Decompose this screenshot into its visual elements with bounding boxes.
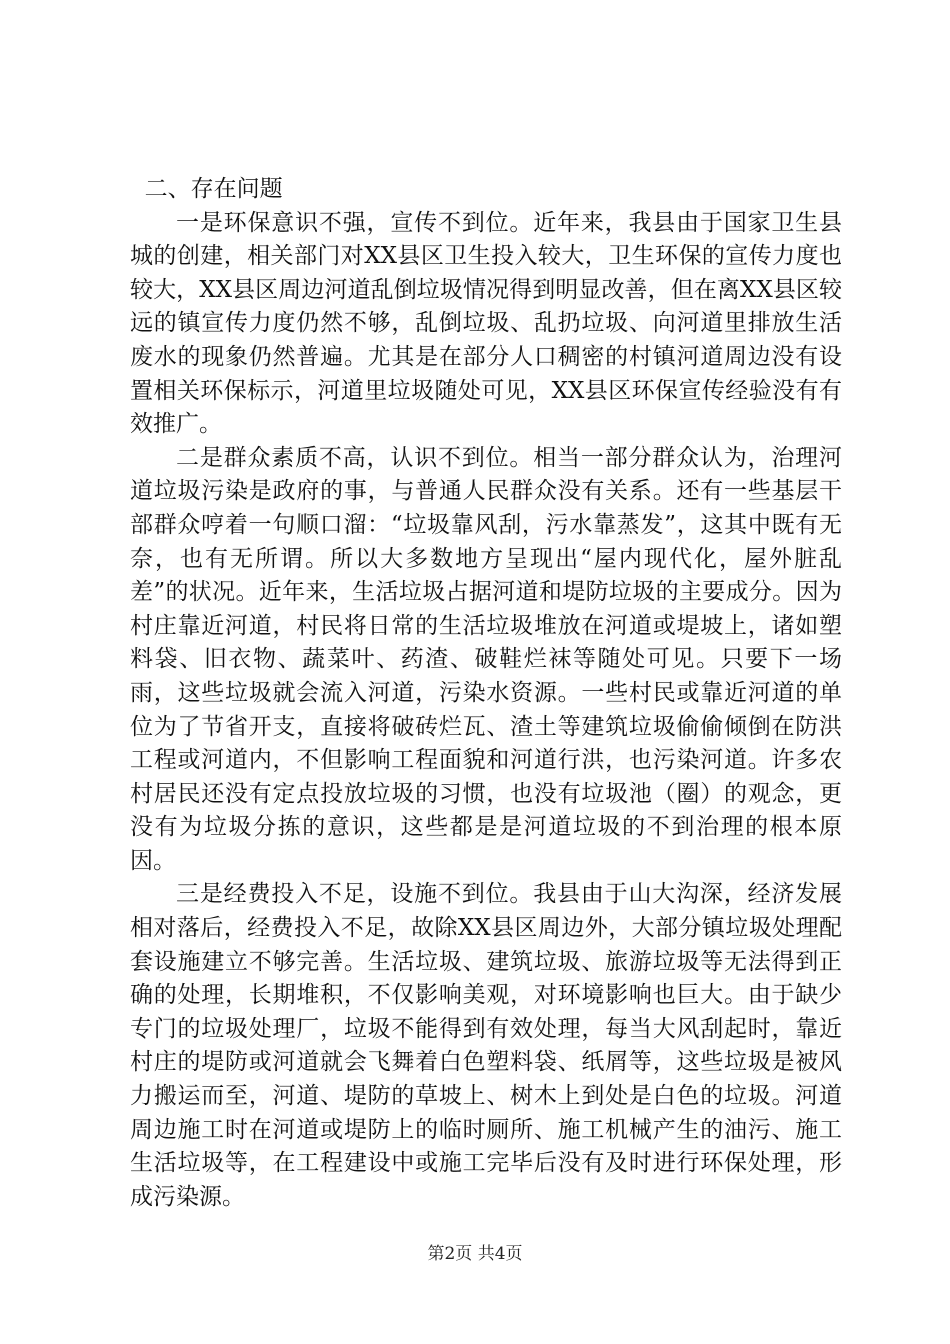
page-number-footer: 第2页 共4页	[427, 1244, 523, 1264]
document-body	[130, 173, 842, 1214]
section-heading: 二、存在问题	[130, 176, 283, 202]
paragraph-environmental-awareness: 一是环保意识不强，宣传不到位。近年来，我县由于国家卫生县城的创建，相关部门对XX县区卫生投入较大，卫生环保的宣传力度也较大，XX县区周边河道乱倒垃圾情况得到明显改善，但在离XX县区较远的镇宣传力度仍然不够，乱倒垃圾、乱扔垃圾、向河道里排放生活废水的现象仍然普遍。尤其是在部分人口稠密的村镇河道周边没有设置相关环保标示，河道里垃圾随处可见，XX县区环保宣传经验没有有效推广。	[130, 209, 842, 438]
paragraph-funding-facilities: 三是经费投入不足，设施不到位。我县由于山大沟深，经济发展相对落后，经费投入不足，故除XX县区周边外，大部分镇垃圾处理配套设施建立不够完善。生活垃圾、建筑垃圾、旅游垃圾等无法得到正确的处理，长期堆积，不仅影响美观，对环境影响也巨大。由于缺少专门的垃圾处理厂，垃圾不能得到有效处理，每当大风刮起时，靠近村庄的堤防或河道就会飞舞着白色塑料袋、纸屑等，这些垃圾是被风力搬运而至，河道、堤防的草坡上、树木上到处是白色的垃圾。河道周边施工时在河道或堤防上的临时厕所、施工机械产生的油污、施工生活垃圾等，在工程建设中或施工完毕后没有及时进行环保处理，形成污染源。	[130, 881, 842, 1210]
paragraph-public-awareness: 二是群众素质不高，认识不到位。相当一部分群众认为，治理河道垃圾污染是政府的事，与普通人民群众没有关系。还有一些基层干部群众哼着一句顺口溜：“垃圾靠风刮，污水靠蒸发”，这其中既有无奈，也有无所谓。所以大多数地方呈现出“屋内现代化，屋外脏乱差”的状况。近年来，生活垃圾占据河道和堤防垃圾的主要成分。因为村庄靠近河道，村民将日常的生活垃圾堆放在河道或堤坡上，诸如塑料袋、旧衣物、蔬菜叶、药渣、破鞋烂袜等随处可见。只要下一场雨，这些垃圾就会流入河道，污染水资源。一些村民或靠近河道的单位为了节省开支，直接将破砖烂瓦、渣土等建筑垃圾偷偷倾倒在防洪工程或河道内，不但影响工程面貌和河道行洪，也污染河道。许多农村居民还没有定点投放垃圾的习惯，也没有垃圾池（圈）的观念，更没有为垃圾分拣的意识，这些都是是河道垃圾的不到治理的根本原因。	[130, 444, 842, 874]
